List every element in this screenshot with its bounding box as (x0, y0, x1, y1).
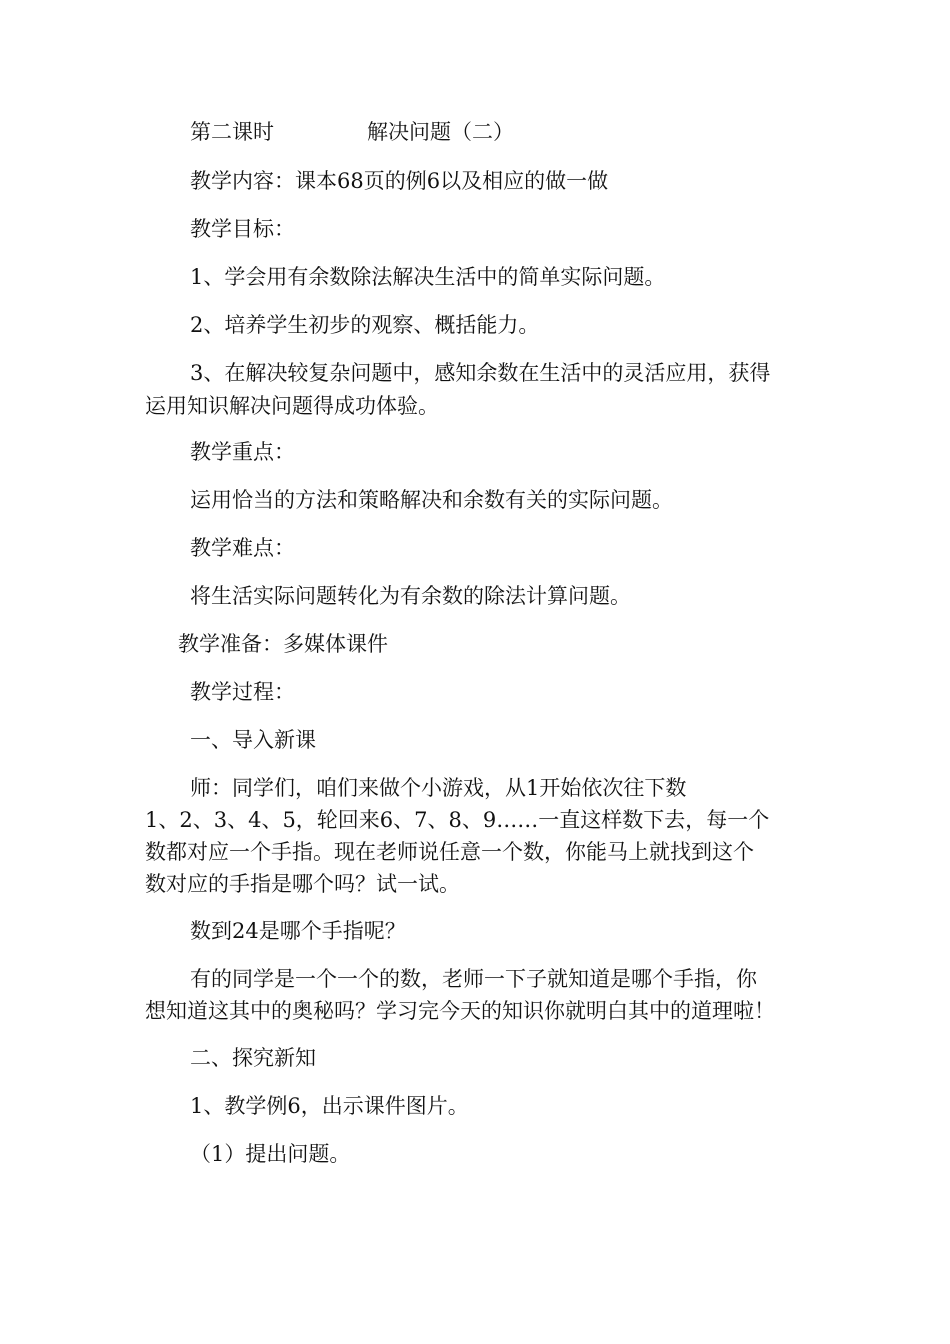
goal-3-line-1: 3、在解决较复杂问题中，感知余数在生活中的灵活应用，获得 (190, 361, 771, 385)
question-24: 数到24是哪个手指呢？ (190, 919, 406, 943)
key-points-text: 运用恰当的方法和策略解决和余数有关的实际问题。 (190, 488, 673, 512)
example-6-text: 1、教学例6，出示课件图片。 (190, 1094, 469, 1118)
goal-3-line-2: 运用知识解决问题得成功体验。 (145, 394, 439, 418)
secret-paragraph-line-1: 有的同学是一个一个的数，老师一下子就知道是哪个手指，你 (190, 967, 757, 991)
key-points-heading: 教学重点： (190, 440, 295, 464)
teacher-paragraph-line-2: 1、2、3、4、5，轮回来6、7、8、9……一直这样数下去，每一个 (145, 808, 770, 832)
preparation-text: 教学准备：多媒体课件 (178, 632, 388, 656)
teacher-paragraph-line-1: 师：同学们，咱们来做个小游戏，从1开始依次往下数 (190, 776, 687, 800)
difficulty-text: 将生活实际问题转化为有余数的除法计算问题。 (190, 584, 631, 608)
teacher-paragraph-line-4: 数对应的手指是哪个吗？试一试。 (145, 872, 460, 896)
section-1-heading: 一、导入新课 (190, 728, 316, 752)
process-heading: 教学过程： (190, 680, 295, 704)
lesson-number: 第二课时 (190, 120, 274, 144)
teacher-paragraph-line-3: 数都对应一个手指。现在老师说任意一个数，你能马上就找到这个 (145, 840, 754, 864)
goal-2: 2、培养学生初步的观察、概括能力。 (190, 313, 540, 337)
lesson-title: 解决问题（二） (367, 120, 514, 144)
goals-heading: 教学目标： (190, 217, 295, 241)
difficulty-heading: 教学难点： (190, 536, 295, 560)
teaching-content: 教学内容：课本68页的例6以及相应的做一做 (190, 169, 609, 193)
goal-1: 1、学会用有余数除法解决生活中的简单实际问题。 (190, 265, 666, 289)
raise-question-text: （1）提出问题。 (190, 1142, 351, 1166)
section-2-heading: 二、探究新知 (190, 1046, 316, 1070)
secret-paragraph-line-2: 想知道这其中的奥秘吗？学习完今天的知识你就明白其中的道理啦！ (145, 999, 775, 1023)
